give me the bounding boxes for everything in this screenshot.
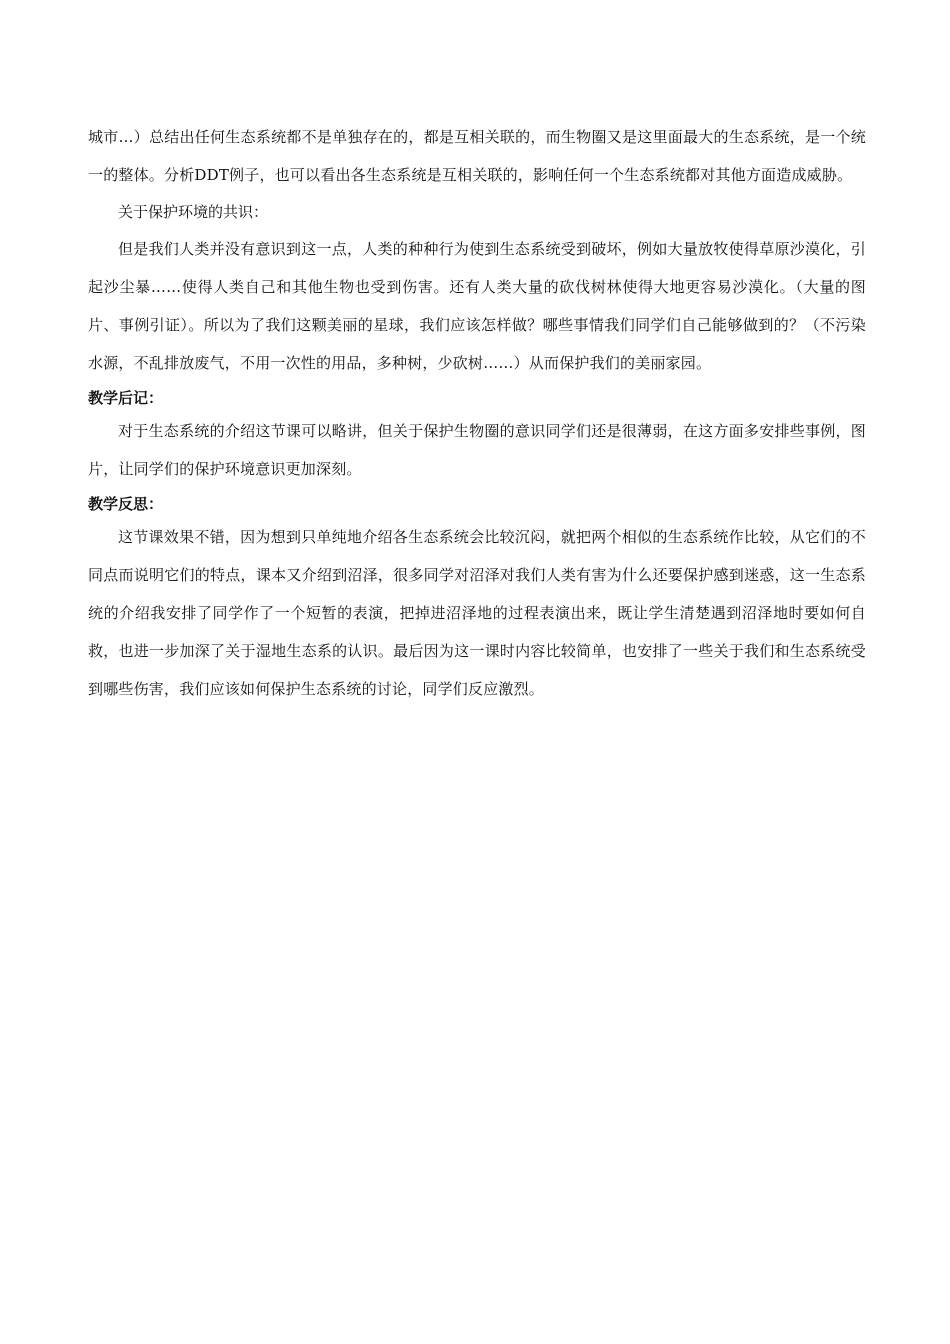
consensus-title: 关于保护环境的共识： [118, 203, 269, 221]
reflection-paragraph: 这节课效果不错，因为想到只单纯地介绍各生态系统会比较沉闷，就把两个相似的生态系统作比较，从它们的不同点而说明它们的特点，课本又介绍到沼泽，很多同学对沼泽对我们人类有害为什么还要保护感到迷惑，这一生态系统的介绍我安排了同学作了一个短暂的表演，把掉进沼泽地的过程表演出来，既让学生清楚遇到沼泽地时要如何自救，也进一步加深了关于湿地生态系的认识。最后因为这一课时内容比较简单，也安排了一些关于我们和生态系统受到哪些伤害，我们应该如何保护生态系统的讨论，同学们反应激烈。 [88, 528, 866, 698]
postscript-heading: 教学后记： [88, 389, 164, 407]
postscript-paragraph: 对于生态系统的介绍这节课可以略讲，但关于保护生物圈的意识同学们还是很薄弱，在这方面多安排些事例，图片，让同学们的保护环境意识更加深刻。 [88, 422, 866, 478]
document-page [88, 118, 866, 708]
consensus-paragraph: 但是我们人类并没有意识到这一点，人类的种种行为使到生态系统受到破坏，例如大量放牧使得草原沙漠化，引起沙尘暴……使得人类自己和其他生物也受到伤害。还有人类大量的砍伐树林使得大地更容易沙漠化。（大量的图片、事例引证）。所以为了我们这颗美丽的星球，我们应该怎样做？哪些事情我们同学们自己能够做到的？（不污染水源，不乱排放废气，不用一次性的用品，多种树，少砍树……）从而保护我们的美丽家园。 [88, 240, 866, 372]
reflection-heading: 教学反思： [88, 495, 164, 513]
intro-paragraph: 城市…）总结出任何生态系统都不是单独存在的，都是互相关联的，而生物圈又是这里面最大的生态系统，是一个统一的整体。分析DDT例子，也可以看出各生态系统是互相关联的，影响任何一个生态系统都对其他方面造成威胁。 [88, 128, 866, 184]
